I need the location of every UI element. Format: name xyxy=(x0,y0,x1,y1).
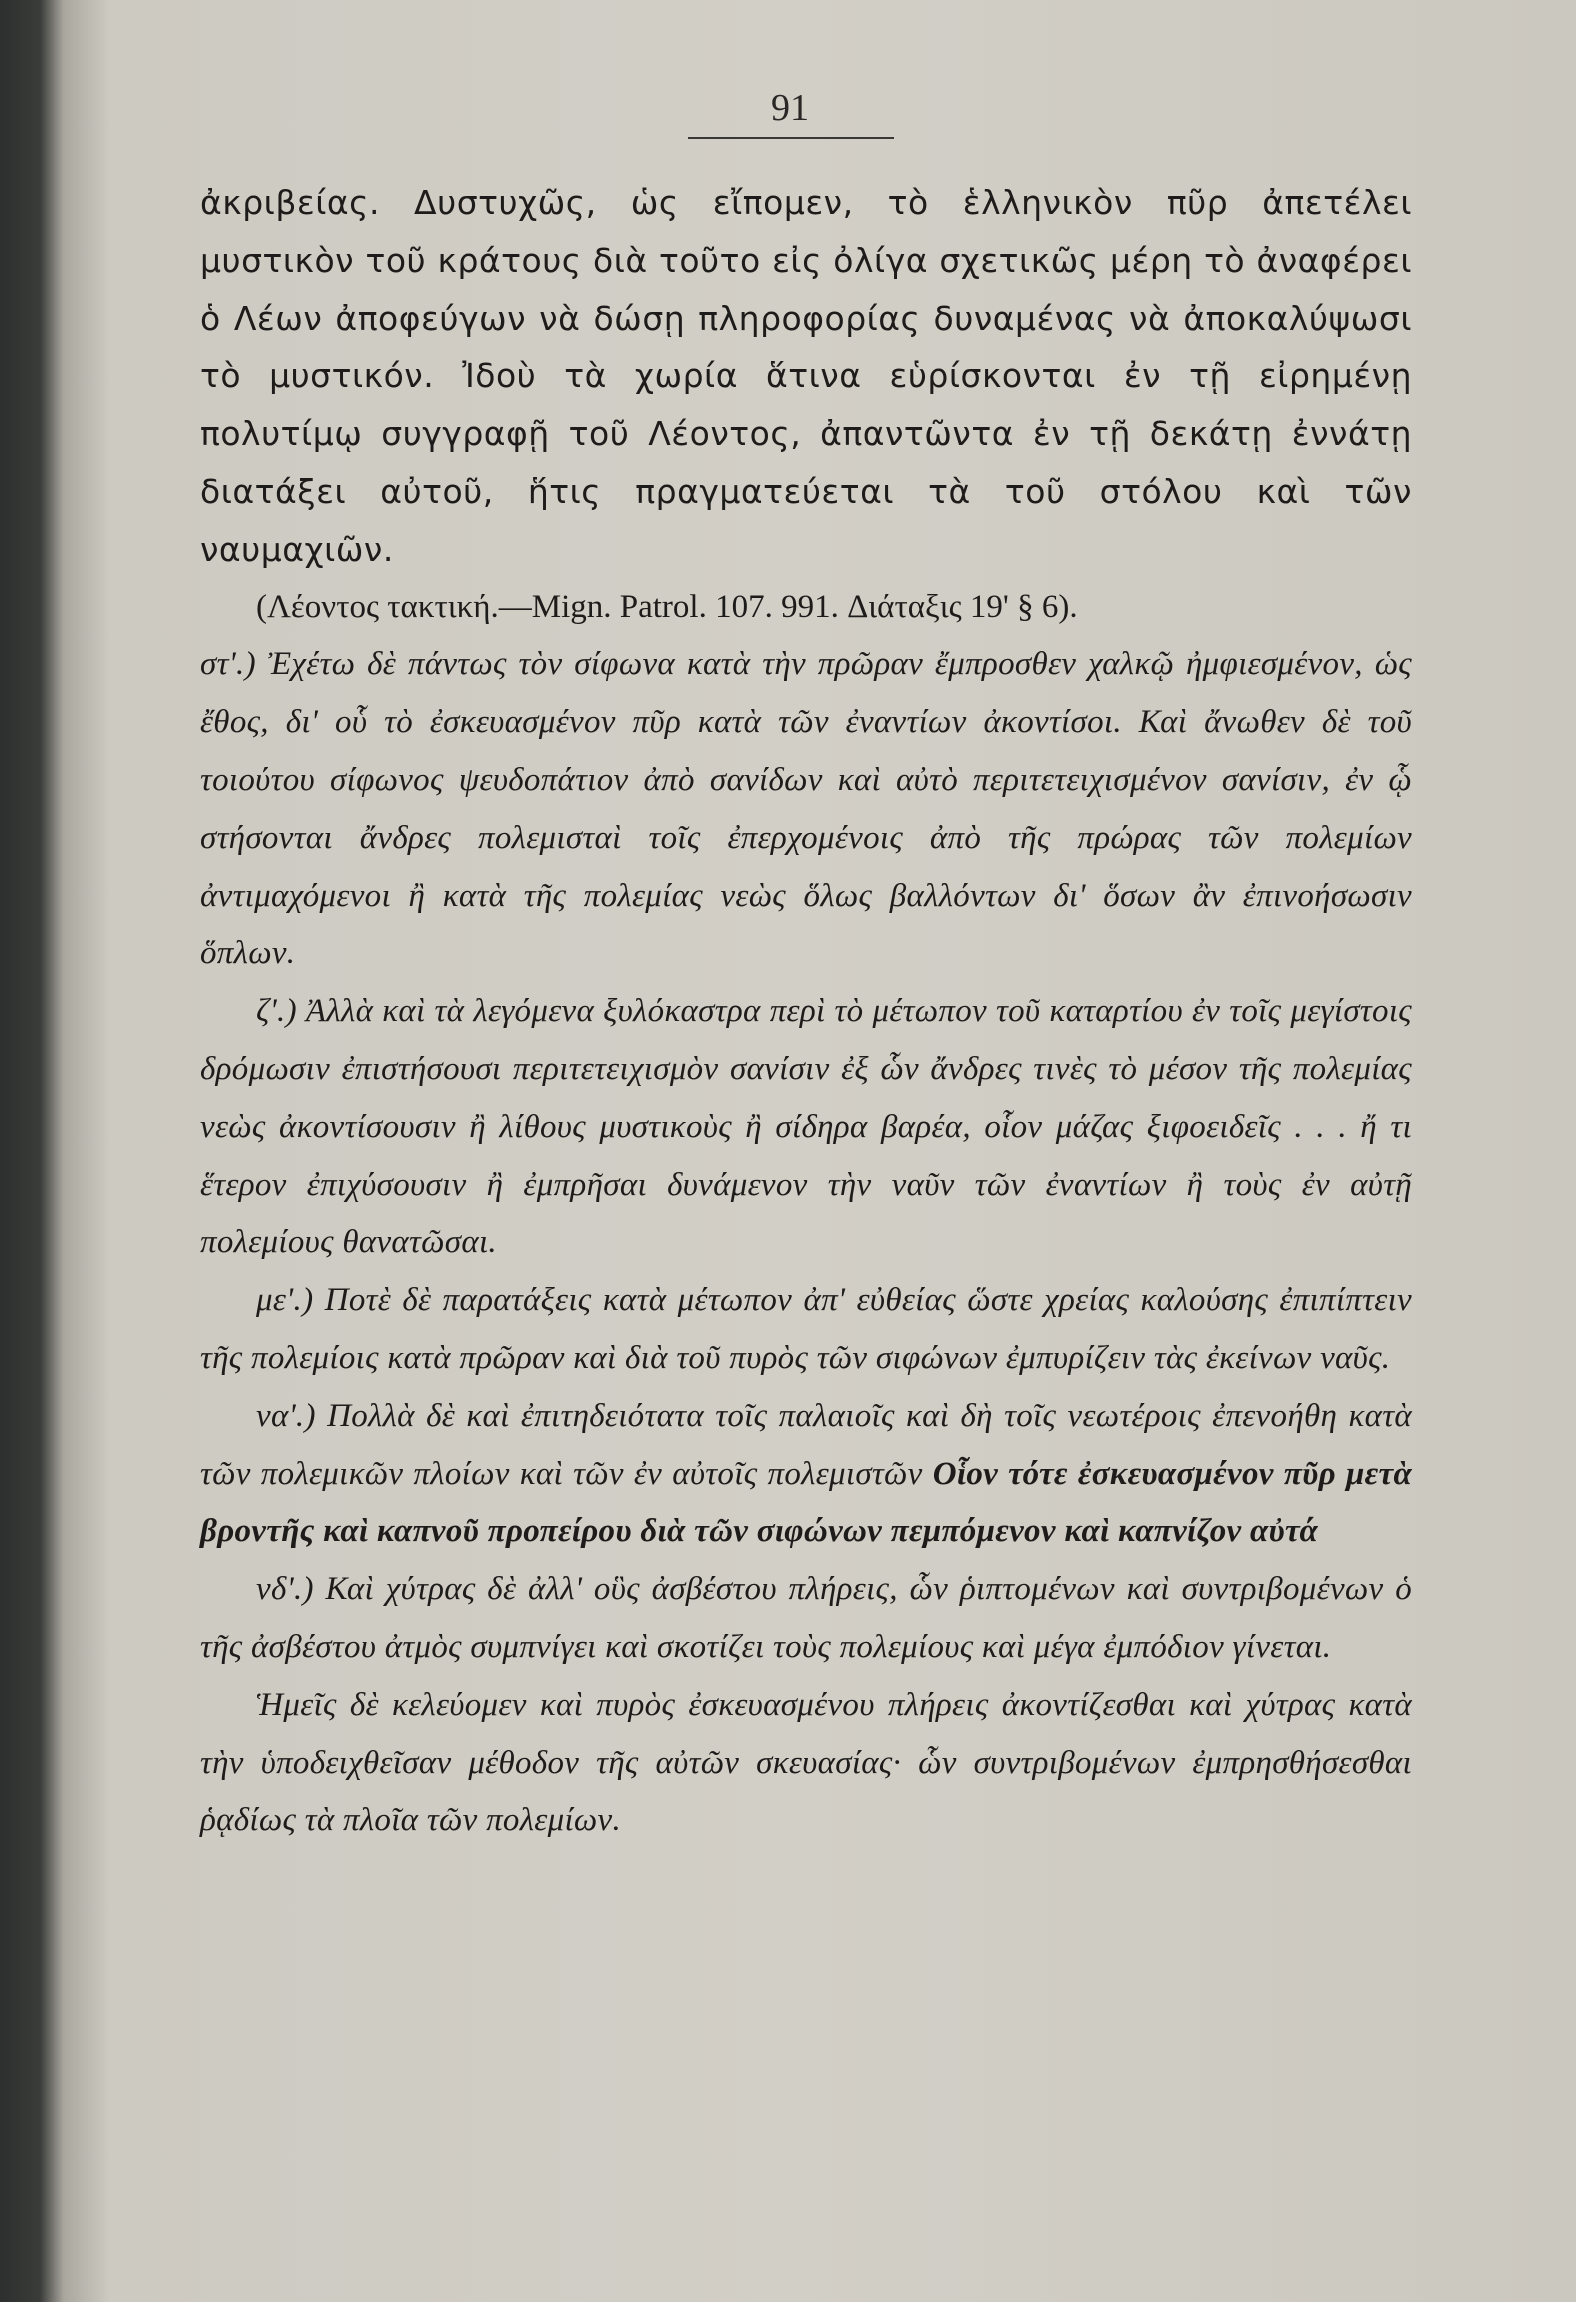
header-rule xyxy=(688,137,894,139)
intro-paragraph: ἀκριβείας. Δυστυχῶς, ὡς εἴπομεν, τὸ ἑλληνικὸν πῦρ ἀπετέλει μυστικὸν τοῦ κράτους διὰ τοῦτο εἰς ὀλίγα σχετικῶς μέρη τὸ ἀναφέρει ὁ Λέων ἀποφεύγων νὰ δώσῃ πληροφορίας δυναμένας νὰ ἀποκαλύψωσι τὸ μυστικόν. Ἰδοὺ τὰ χωρία ἅτινα εὑρίσκονται ἐν τῇ εἰρημένῃ πολυτίμῳ συγγραφῇ τοῦ Λέοντος, ἀπαντῶντα ἐν τῇ δεκάτῃ ἐννάτῃ διατάξει αὐτοῦ, ἥτις πραγματεύεται τὰ τοῦ στόλου καὶ τῶν ναυμαχιῶν. xyxy=(200,183,1412,569)
quote-section-6: στ'.) Ἐχέτω δὲ πάντως τὸν σίφωνα κατὰ τὴν πρῶραν ἔμπροσθεν χαλκῷ ἠμφιεσμένον, ὡς ἔθος, δι' οὗ τὸ ἐσκευασμένον πῦρ κατὰ τῶν ἐναντίων ἀκοντίσοι. Καὶ ἄνωθεν δὲ τοῦ τοιούτου σίφωνος ψευδοπάτιον ἀπὸ σανίδων καὶ αὐτὸ περιτετειχισμένον σανίσιν, ἐν ᾧ στήσονται ἄνδρες πολεμισταὶ τοῖς ἐπερχομένοις ἀπὸ τῆς πρώρας τῶν πολεμίων ἀντιμαχόμενοι ἢ κατὰ τῆς πολεμίας νεὼς ὅλως βαλλόντων δι' ὅσων ἂν ἐπινοήσωσιν ὅπλων. xyxy=(200,646,1412,972)
quote-section-7: ζ'.) Ἀλλὰ καὶ τὰ λεγόμενα ξυλόκαστρα περὶ τὸ μέτωπον τοῦ καταρτίου ἐν τοῖς μεγίστοις δρόμωσιν ἐπιστήσουσι περιτετειχισμὸν σανίσιν ἐξ ὧν ἄνδρες τινὲς τὸ μέσον τῆς πολεμίας νεὼς ἀκοντίσουσιν ἢ λίθους μυστικοὺς ἢ σίδηρα βαρέα, οἷον μάζας ξιφοειδεῖς . . . ἤ τι ἕτερον ἐπιχύσουσιν ἢ ἐμπρῆσαι δυνάμενον τὴν ναῦν τῶν ἐναντίων ἢ τοὺς ἐν αὐτῇ πολεμίους θανατῶσαι. xyxy=(200,993,1412,1261)
quote-section-45: με'.) Ποτὲ δὲ παρατάξεις κατὰ μέτωπον ἀπ' εὐθείας ὥστε χρείας καλούσης ἐπιπίπτειν τῆς πολεμίοις κατὰ πρῶραν καὶ διὰ τοῦ πυρὸς τῶν σιφώνων ἐμπυρίζειν τὰς ἐκείνων ναῦς. xyxy=(200,1282,1412,1376)
citation-line: (Λέοντος τακτική.—Mign. Patrol. 107. 991. Διάταξις 19' § 6). xyxy=(256,588,1078,625)
quote-section-54: νδ'.) Καὶ χύτρας δὲ ἀλλ' οὓς ἀσβέστου πλήρεις, ὧν ῥιπτομένων καὶ συντριβομένων ὁ τῆς ἀσβέστου ἀτμὸς συμπνίγει καὶ σκοτίζει τοὺς πολεμίους καὶ μέγα ἐμπόδιον γίνεται. xyxy=(200,1571,1412,1665)
page-number: 91 xyxy=(771,87,809,129)
quote-section-51-bold: Οἷον τότε ἐσκευασμένον πῦρ μετὰ βροντῆς καὶ καπνοῦ προπείρου διὰ τῶν σιφώνων πεμπόμενον καὶ καπνίζον αὐτά xyxy=(200,1455,1412,1550)
quote-section-51 xyxy=(200,1388,1412,1561)
page-body xyxy=(200,174,1412,1850)
quote-section-51-text: να'.) Πολλὰ δὲ καὶ ἐπιτηδειότατα τοῖς παλαιοῖς καὶ δὴ τοῖς νεωτέροις ἐπενοήθη κατὰ τῶν πολεμικῶν πλοίων καὶ τῶν ἐν αὐτοῖς πολεμιστῶν xyxy=(200,1397,1412,1492)
closing-paragraph: Ἡμεῖς δὲ κελεύομεν καὶ πυρὸς ἐσκευασμένου πλήρεις ἀκοντίζεσθαι καὶ χύτρας κατὰ τὴν ὑποδειχθεῖσαν μέθοδον τῆς αὐτῶν σκευασίας· ὧν συντριβομένων ἐμπρησθήσεσθαι ῥᾳδίως τὰ πλοῖα τῶν πολεμίων. xyxy=(200,1686,1412,1839)
